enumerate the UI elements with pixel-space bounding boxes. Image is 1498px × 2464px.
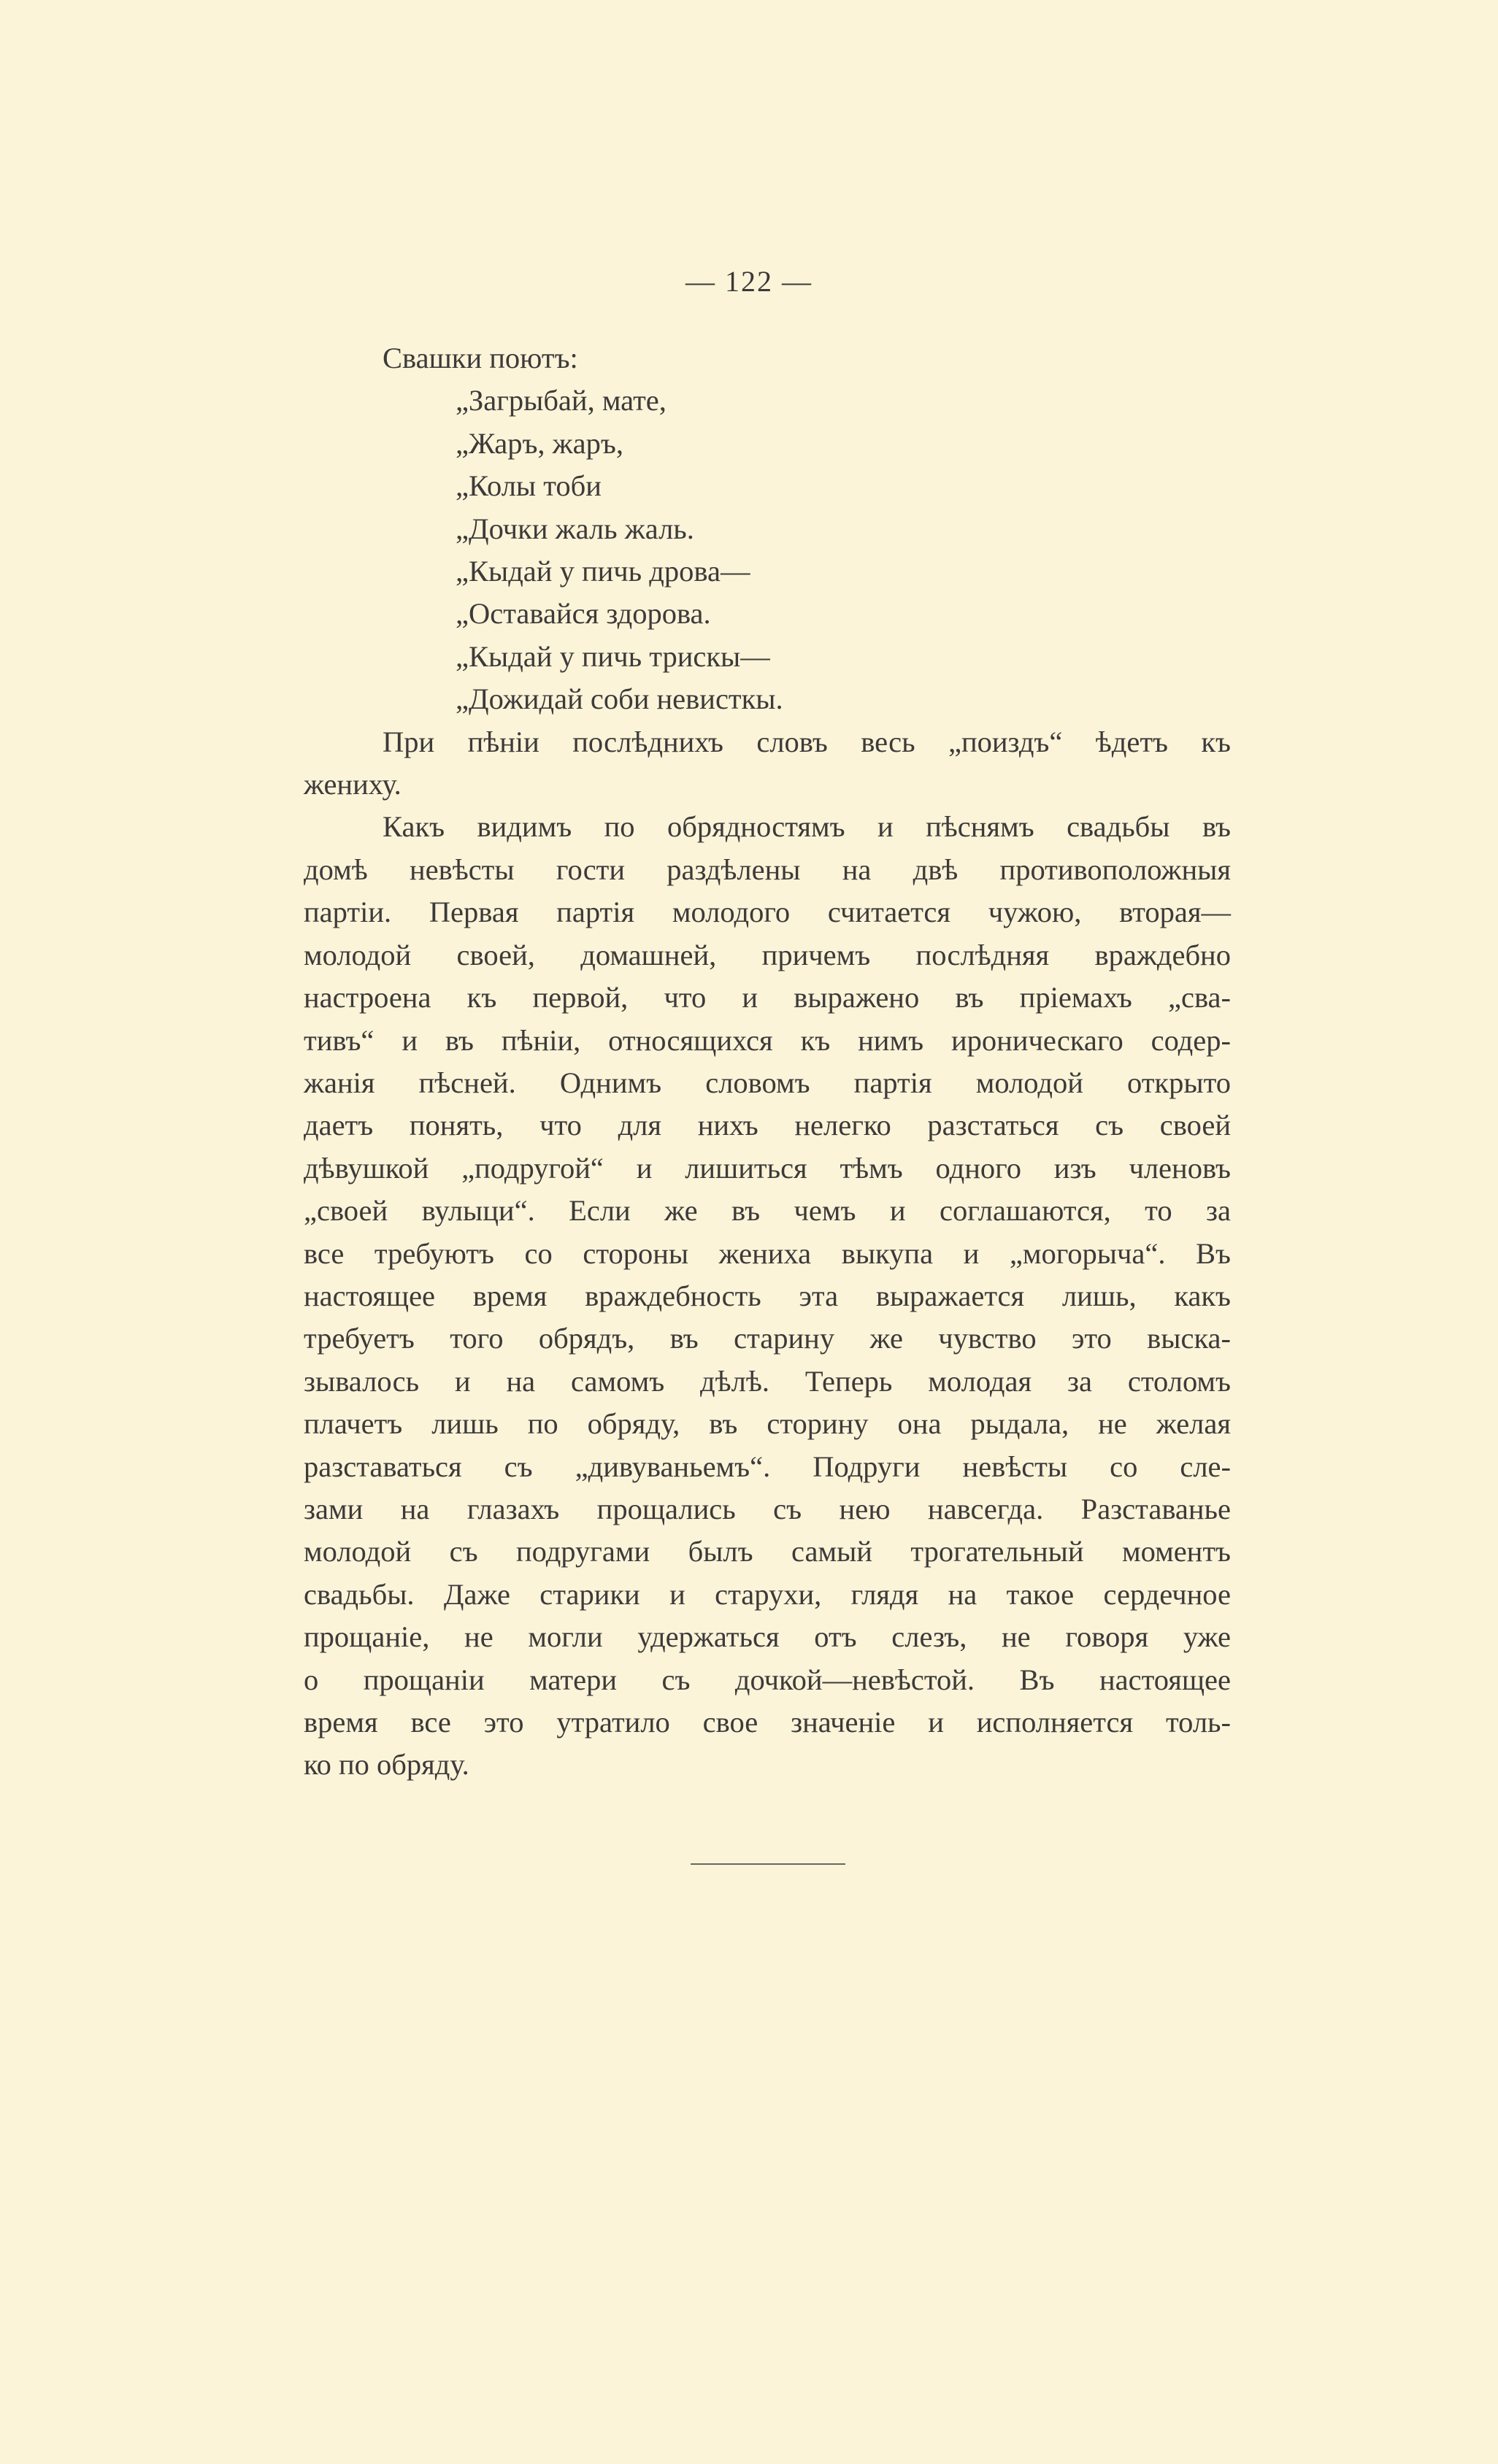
- verse-line: „Кыдай у пичь дрова—: [456, 555, 750, 588]
- paragraph-line: зами на глазахъ прощались съ нею навсегда. Разставанье: [304, 1492, 1231, 1525]
- page-number: — 122 —: [685, 265, 813, 298]
- paragraph-line: тивъ“ и въ пѣніи, относящихся къ нимъ ироническаго содер-: [304, 1023, 1231, 1057]
- text-block: [304, 337, 1231, 1787]
- paragraph-line: даетъ понять, что для нихъ нелегко разстаться съ своей: [304, 1109, 1231, 1142]
- paragraph-line: плачетъ лишь по обряду, въ сторину она рыдала, не желая: [304, 1407, 1231, 1441]
- paragraph-line: молодой съ подругами былъ самый трогательный моментъ: [304, 1535, 1231, 1568]
- paragraph-line: дѣвушкой „подругой“ и лишиться тѣмъ одного изъ членовъ: [304, 1151, 1231, 1185]
- paragraph-line: Какъ видимъ по обрядностямъ и пѣснямъ свадьбы въ: [383, 810, 1231, 844]
- paragraph-line: молодой своей, домашней, причемъ послѣдняя враждебно: [304, 938, 1231, 971]
- verse-line: „Дожидай соби невисткы.: [456, 682, 783, 716]
- paragraph-1: [304, 721, 1231, 806]
- end-rule: [691, 1863, 845, 1865]
- paragraph-line: жениху.: [304, 768, 402, 801]
- paragraph-line: прощаніе, не могли удержаться отъ слезъ, не говоря уже: [304, 1620, 1231, 1654]
- paragraph-line: настоящее время враждебность эта выражается лишь, какъ: [304, 1279, 1231, 1312]
- paragraph-line: партіи. Первая партія молодого считается чужою, вторая—: [304, 896, 1231, 929]
- paragraph-line: свадьбы. Даже старики и старухи, глядя на такое сердечное: [304, 1577, 1231, 1611]
- paragraph-line: зывалось и на самомъ дѣлѣ. Теперь молодая за столомъ: [304, 1364, 1231, 1398]
- intro-line: Свашки поютъ:: [383, 342, 578, 374]
- verse-line: „Дочки жаль жаль.: [456, 512, 694, 545]
- paragraph-line: настроена къ первой, что и выражено въ пріемахъ „сва-: [304, 981, 1231, 1015]
- paragraph-line: „своей вулыци“. Если же въ чемъ и соглашаются, то за: [304, 1194, 1231, 1228]
- paragraph-line: разставаться съ „дивуваньемъ“. Подруги невѣсты со сле-: [304, 1449, 1231, 1483]
- paragraph-line: время все это утратило свое значеніе и исполняется толь-: [304, 1706, 1231, 1739]
- paragraph-line: При пѣніи послѣднихъ словъ весь „поиздъ“ ѣдетъ къ: [383, 725, 1231, 758]
- paragraph-line: жанія пѣсней. Однимъ словомъ партія молодой открыто: [304, 1066, 1231, 1099]
- verse-line: „Кыдай у пичь трискы—: [456, 639, 770, 673]
- verse-line: „Жаръ, жаръ,: [456, 426, 623, 460]
- verse-line: „Загрыбай, мате,: [456, 384, 667, 417]
- verse-line: „Оставайся здорова.: [456, 597, 711, 631]
- paragraph-line: все требуютъ со стороны жениха выкупа и „могорыча“. Въ: [304, 1236, 1231, 1270]
- paragraph-line: требуетъ того обрядъ, въ старину же чувство это выска-: [304, 1322, 1231, 1355]
- paragraph-line: домѣ невѣсты гости раздѣлены на двѣ противоположныя: [304, 852, 1231, 886]
- paragraph-line: ко по обряду.: [304, 1748, 469, 1782]
- song-verse: [304, 380, 1231, 720]
- paragraph-2: [304, 806, 1231, 1786]
- paragraph-line: о прощаніи матери съ дочкой—невѣстой. Въ настоящее: [304, 1663, 1231, 1696]
- verse-line: „Колы тоби: [456, 469, 602, 503]
